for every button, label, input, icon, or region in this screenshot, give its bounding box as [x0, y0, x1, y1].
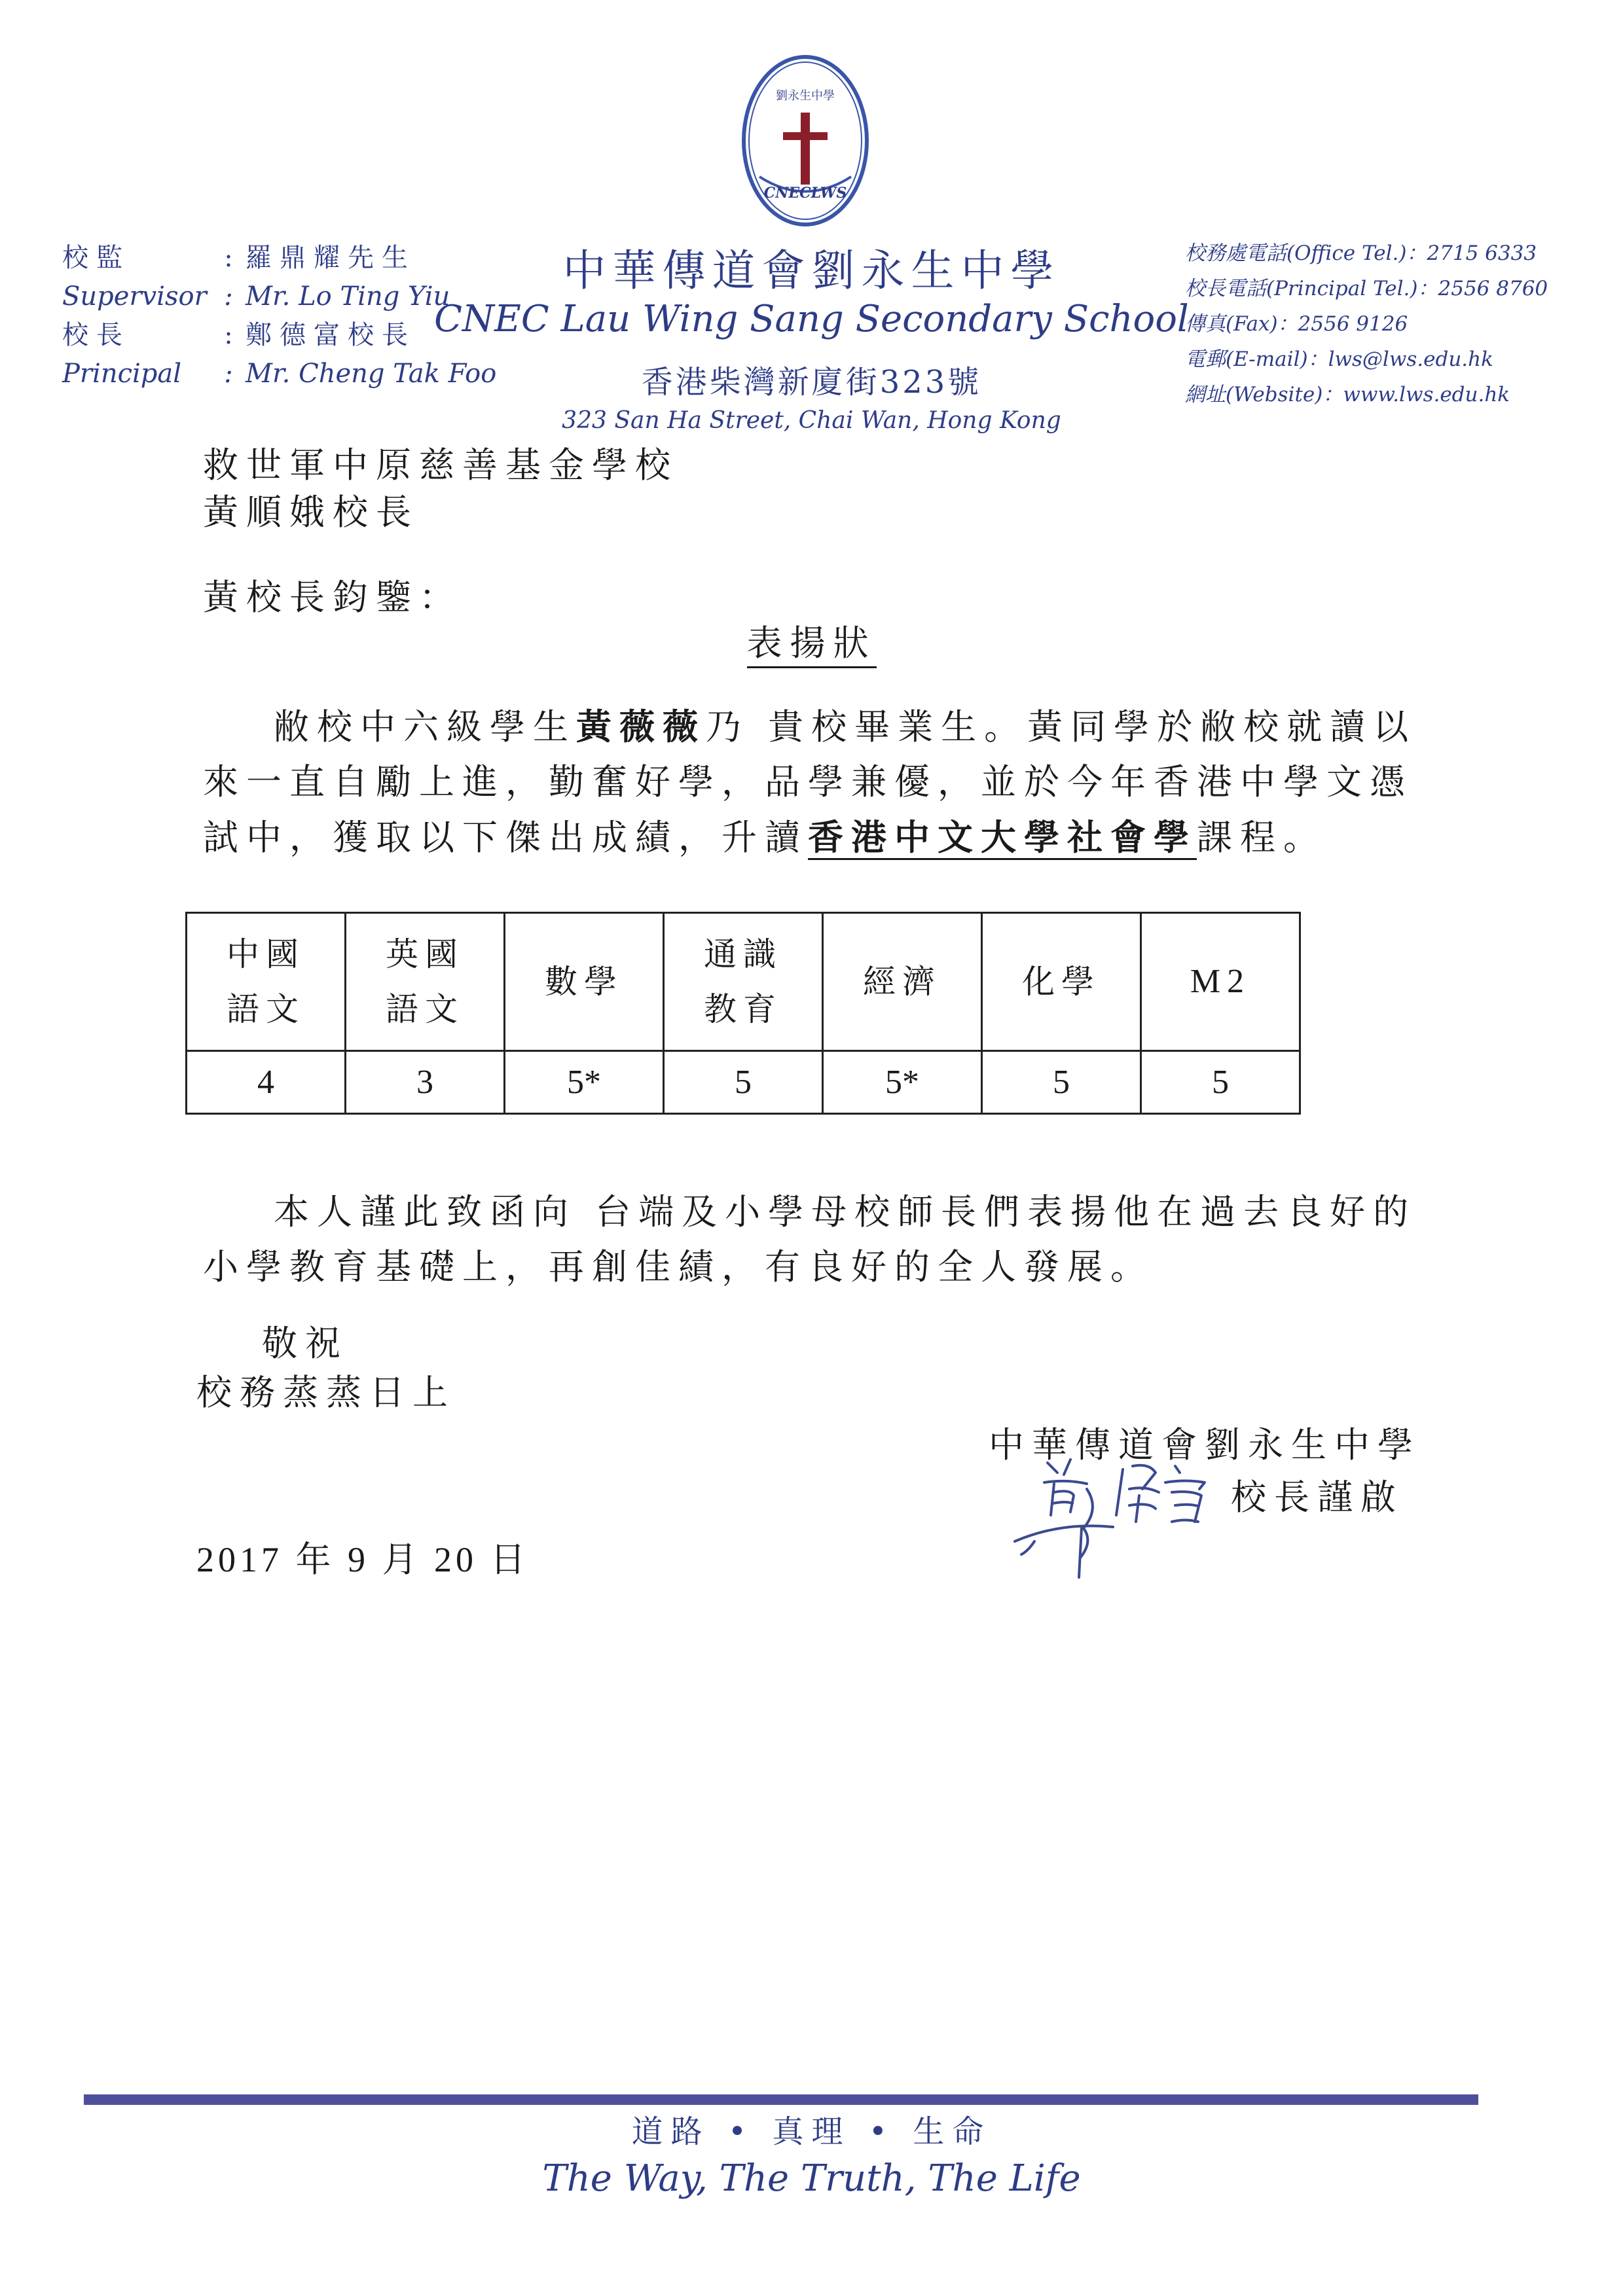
email: 電郵(E-mail)：lws@lws.edu.hk	[1185, 348, 1493, 371]
para2-text: 本人謹此致函向 台端及小學母校師長們表揚他在過去良好的小學教育基礎上，再創佳績，有良好的全人發展。	[203, 1191, 1417, 1287]
subject-cell	[823, 913, 982, 1051]
logo-top-text: 劉永生中學	[776, 89, 835, 103]
para1-part1: 敝校中六級學生	[274, 706, 576, 747]
letter-title	[0, 615, 1623, 666]
principal-zh-label: 校長	[62, 320, 130, 350]
subject-line1: 化學	[1022, 963, 1101, 1001]
grade-cell: 5	[982, 1051, 1141, 1114]
logo-bottom-text: CNECLWS	[763, 185, 847, 202]
subject-line1: 中國	[227, 935, 305, 973]
subject-line1: M2	[1190, 963, 1251, 1000]
supervisor-zh-label: 校監	[62, 243, 130, 273]
recipient-principal: 黃順娥校長	[203, 492, 419, 533]
grade-cell: 5*	[505, 1051, 664, 1114]
colon: :	[224, 359, 233, 389]
principal-en-name: Mr. Cheng Tak Foo	[246, 359, 497, 389]
website: 網址(Website)：www.lws.edu.hk	[1185, 383, 1510, 406]
recipient-block	[203, 442, 678, 536]
subject-row	[187, 913, 1300, 1051]
supervisor-zh-name: 羅鼎耀先生	[246, 243, 416, 273]
grade-cell: 4	[187, 1051, 346, 1114]
programme-name: 香港中文大學社會學	[808, 816, 1197, 860]
school-name-en: CNEC Lau Wing Sang Secondary School	[434, 298, 1189, 340]
subject-cell	[505, 913, 664, 1051]
subject-cell	[346, 913, 505, 1051]
school-logo	[740, 52, 871, 242]
principal-zh-name: 鄭德富校長	[246, 320, 416, 350]
school-name-zh: 中華傳道會劉永生中學	[562, 245, 1061, 296]
contact-block	[1185, 236, 1548, 412]
grade-row	[187, 1051, 1300, 1114]
paragraph-commendation	[203, 699, 1447, 865]
fax: 傳真(Fax)：2556 9126	[1185, 312, 1408, 336]
address-en: 323 San Ha Street, Chai Wan, Hong Kong	[562, 407, 1061, 434]
para1-part2: 乃 貴校畢業生。黃同學於敝校就讀以來一直自勵上進，勤奮好學，品學兼優，並於今年香港中學文憑試中，獲取以下傑出成績，升讀	[203, 706, 1417, 858]
office-tel: 校務處電話(Office Tel.)：2715 6333	[1185, 242, 1537, 265]
supervisor-en-label: Supervisor	[62, 281, 207, 312]
subject-line1: 通識	[704, 935, 782, 973]
signature-school: 中華傳道會劉永生中學	[989, 1424, 1421, 1465]
student-name: 黃薇薇	[576, 706, 706, 747]
footer-rule	[84, 2094, 1478, 2105]
closing-wish: 校務蒸蒸日上	[196, 1372, 456, 1413]
closing-salutation: 敬祝	[262, 1323, 348, 1364]
recipient-school: 救世軍中原慈善基金學校	[203, 444, 678, 486]
subject-cell	[982, 913, 1141, 1051]
subject-cell	[1141, 913, 1300, 1051]
para1-part3: 課程。	[1197, 817, 1326, 858]
supervisor-en-name: Mr. Lo Ting Yiu	[246, 281, 450, 312]
subject-line2: 語文	[227, 990, 305, 1028]
subject-line1: 經濟	[863, 963, 941, 1001]
principal-en-label: Principal	[62, 359, 182, 389]
grade-cell: 5	[1141, 1051, 1300, 1114]
subject-line1: 數學	[545, 963, 623, 1001]
paragraph-closing	[203, 1185, 1447, 1295]
subject-line2: 語文	[386, 990, 464, 1028]
motto-en: The Way, The Truth, The Life	[542, 2157, 1081, 2200]
address-zh: 香港柴灣新廈街323號	[641, 364, 982, 401]
subject-cell	[664, 913, 823, 1051]
colon: :	[224, 320, 233, 350]
signature-title: 校長謹啟	[1231, 1477, 1404, 1518]
principal-tel: 校長電話(Principal Tel.)：2556 8760	[1185, 277, 1548, 300]
greeting: 黃校長鈞鑒：	[203, 577, 462, 618]
colon: :	[224, 243, 233, 273]
grade-cell: 5	[664, 1051, 823, 1114]
subject-cell	[187, 913, 346, 1051]
grade-cell: 3	[346, 1051, 505, 1114]
handwritten-signature	[1008, 1443, 1224, 1581]
colon: :	[224, 281, 233, 312]
letter-date: 2017 年 9 月 20 日	[196, 1540, 530, 1579]
grade-cell: 5*	[823, 1051, 982, 1114]
results-table	[185, 912, 1301, 1115]
motto-zh: 道路 • 真理 • 生命	[631, 2113, 992, 2150]
subject-line2: 教育	[704, 990, 782, 1028]
subject-line1: 英國	[386, 935, 464, 973]
letter-title-text: 表揚狀	[747, 622, 877, 668]
